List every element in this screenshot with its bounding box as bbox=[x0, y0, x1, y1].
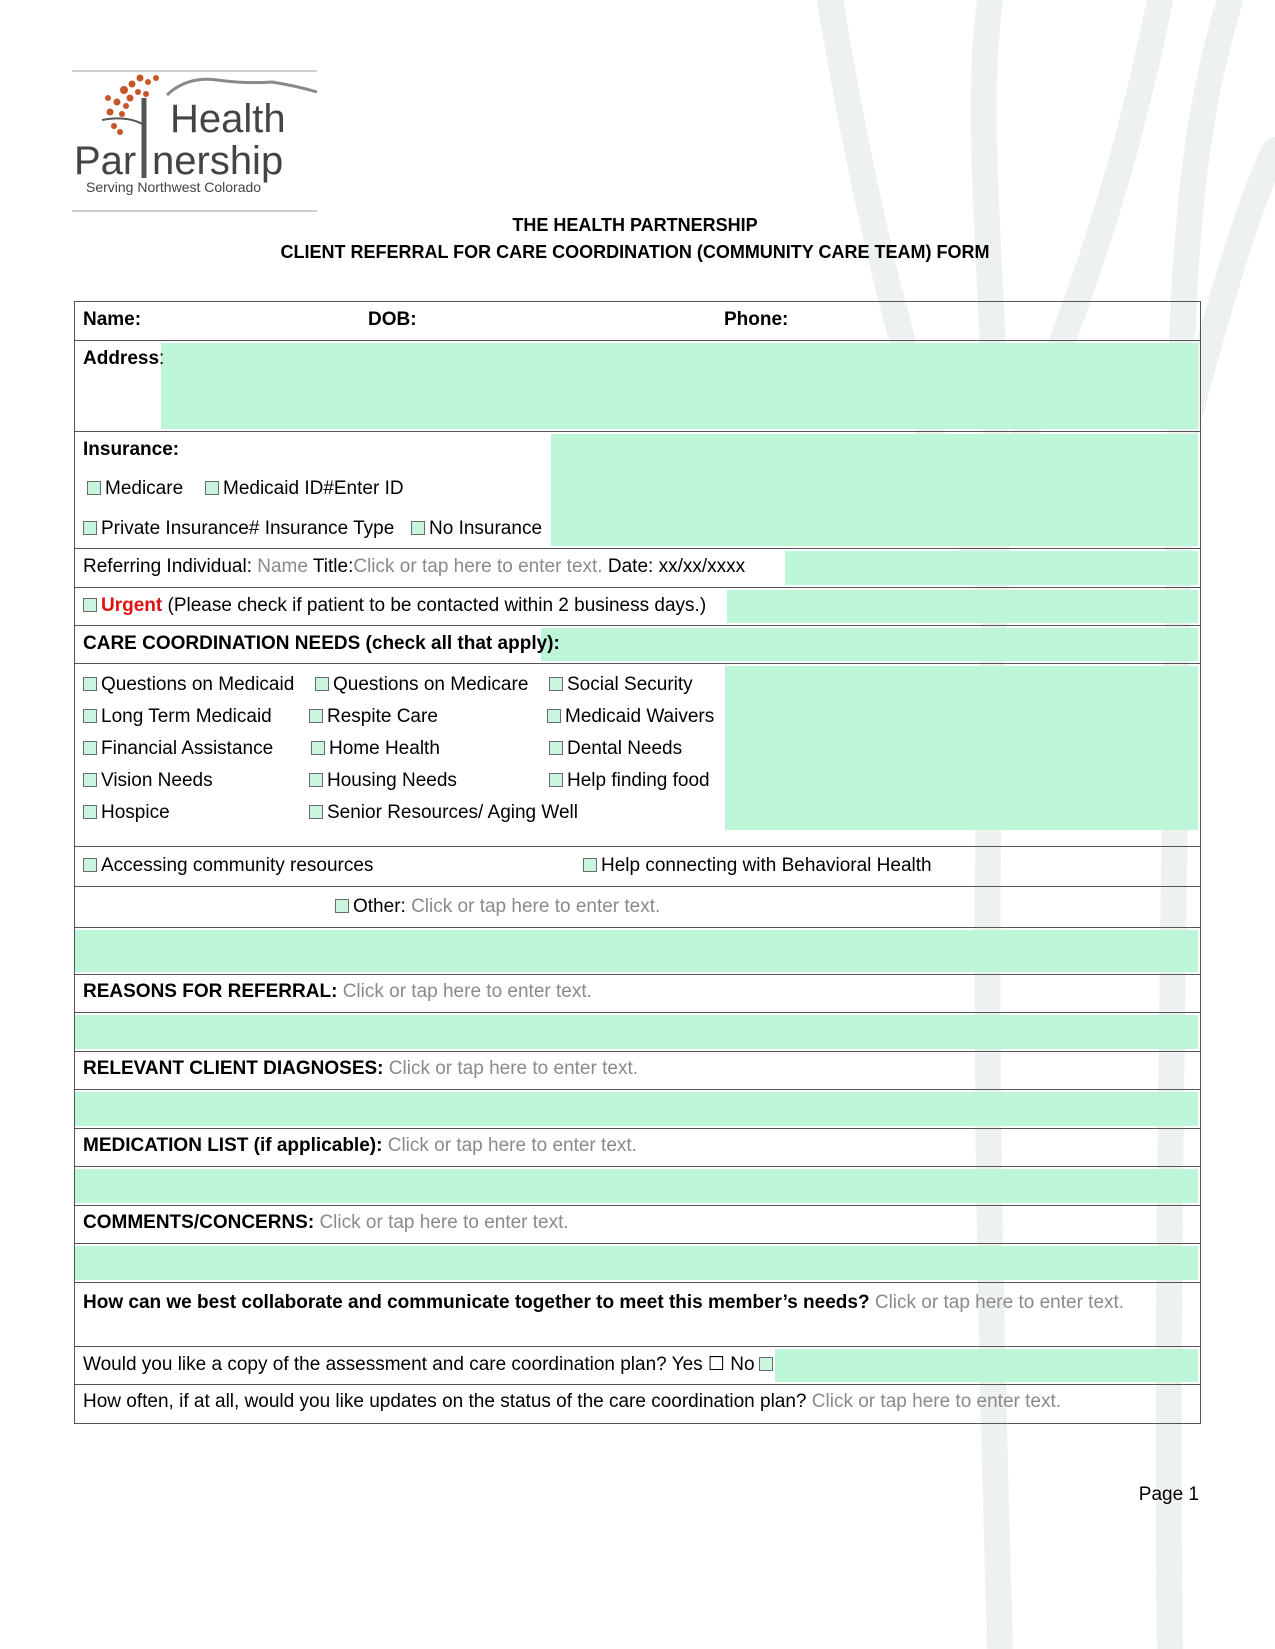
svg-text:Serving Northwest Colorado: Serving Northwest Colorado bbox=[86, 179, 262, 195]
need-label: Medicaid Waivers bbox=[565, 706, 715, 727]
title-field[interactable]: Click or tap here to enter text. bbox=[353, 556, 603, 577]
community-resources-row bbox=[75, 846, 1200, 886]
insurance-row bbox=[75, 431, 1200, 548]
need-label: Accessing community resources bbox=[101, 855, 374, 876]
medicaid-checkbox[interactable] bbox=[205, 481, 219, 495]
dob-label: DOB: bbox=[368, 309, 417, 330]
private-insurance-label: Private Insurance# Insurance Type bbox=[101, 518, 395, 539]
phone-label: Phone: bbox=[724, 309, 789, 330]
private-insurance-checkbox[interactable] bbox=[83, 521, 97, 535]
need-label: Questions on Medicare bbox=[333, 674, 529, 695]
checkbox[interactable] bbox=[83, 773, 97, 787]
reasons-field[interactable]: Click or tap here to enter text. bbox=[342, 981, 592, 1002]
other-field[interactable]: Click or tap here to enter text. bbox=[411, 896, 661, 917]
need-label: Help finding food bbox=[567, 770, 710, 791]
form-title: CLIENT REFERRAL FOR CARE COORDINATION (COMMUNITY CARE TEAM) FORM bbox=[280, 242, 990, 262]
svg-text:Health: Health bbox=[170, 97, 286, 141]
address-label-wrap bbox=[83, 348, 164, 370]
needs-heading-field[interactable] bbox=[541, 628, 1198, 661]
blank-field[interactable] bbox=[75, 1015, 1198, 1049]
diagnoses-text bbox=[83, 1058, 638, 1080]
checkbox[interactable] bbox=[547, 709, 561, 723]
need-label: Home Health bbox=[329, 738, 440, 759]
checkbox[interactable] bbox=[83, 677, 97, 691]
need-dental-needs[interactable] bbox=[549, 738, 682, 760]
need-vision-needs[interactable] bbox=[83, 770, 213, 792]
updates-row bbox=[75, 1384, 1200, 1424]
no-insurance-label: No Insurance bbox=[429, 518, 543, 539]
collaborate-text bbox=[83, 1289, 1190, 1316]
need-financial-assistance[interactable] bbox=[83, 738, 273, 760]
checkbox[interactable] bbox=[549, 677, 563, 691]
svg-text:nership: nership bbox=[152, 139, 284, 183]
needs-heading: CARE COORDINATION NEEDS (check all that apply): bbox=[83, 633, 560, 654]
referring-field[interactable] bbox=[785, 551, 1198, 585]
needs-grid-row bbox=[75, 663, 1200, 846]
need-label: Respite Care bbox=[327, 706, 438, 727]
need-long-term-medicaid[interactable] bbox=[83, 706, 272, 728]
referring-name-field[interactable]: Name bbox=[257, 556, 308, 577]
page-number: Page 1 bbox=[1138, 1484, 1199, 1505]
need-label: Dental Needs bbox=[567, 738, 683, 759]
blank-field[interactable] bbox=[75, 930, 1198, 972]
need-questions-medicaid[interactable] bbox=[83, 674, 294, 696]
copy-no-label: No bbox=[724, 1354, 755, 1375]
other-row bbox=[75, 886, 1200, 927]
needs-heading-row bbox=[75, 625, 1200, 663]
need-label: Help connecting with Behavioral Health bbox=[601, 855, 932, 876]
reasons-text bbox=[83, 981, 592, 1003]
checkbox[interactable] bbox=[315, 677, 329, 691]
need-label: Housing Needs bbox=[327, 770, 457, 791]
comments-row bbox=[75, 1205, 1200, 1243]
medication-field[interactable]: Click or tap here to enter text. bbox=[387, 1135, 637, 1156]
need-label: Hospice bbox=[101, 802, 170, 823]
checkbox[interactable] bbox=[549, 741, 563, 755]
medicare-option[interactable] bbox=[87, 478, 183, 500]
no-insurance-option[interactable] bbox=[411, 518, 542, 540]
urgent-checkbox[interactable] bbox=[83, 598, 97, 612]
need-questions-medicare[interactable] bbox=[315, 674, 528, 696]
spacer-row-1 bbox=[75, 927, 1200, 974]
other-option[interactable] bbox=[335, 896, 660, 918]
need-medicaid-waivers[interactable] bbox=[547, 706, 714, 728]
no-insurance-checkbox[interactable] bbox=[411, 521, 425, 535]
blank-field[interactable] bbox=[75, 1246, 1198, 1280]
private-insurance-option[interactable] bbox=[83, 518, 394, 540]
reasons-label: REASONS FOR REFERRAL: bbox=[83, 981, 343, 1002]
checkbox[interactable] bbox=[309, 773, 323, 787]
comments-label: COMMENTS/CONCERNS: bbox=[83, 1212, 320, 1233]
medicaid-label: Medicaid ID#Enter ID bbox=[223, 478, 404, 499]
client-info-row bbox=[75, 301, 1200, 340]
need-label: Vision Needs bbox=[101, 770, 213, 791]
diagnoses-row bbox=[75, 1051, 1200, 1089]
referring-text bbox=[83, 556, 745, 578]
blank-field[interactable] bbox=[75, 1092, 1198, 1126]
referring-row bbox=[75, 548, 1200, 587]
copy-plan-row bbox=[75, 1346, 1200, 1384]
copy-no-checkbox[interactable] bbox=[759, 1357, 773, 1371]
checkbox[interactable] bbox=[83, 805, 97, 819]
comments-text bbox=[83, 1212, 569, 1234]
need-respite-care[interactable] bbox=[309, 706, 438, 728]
need-label: Social Security bbox=[567, 674, 693, 695]
need-housing-needs[interactable] bbox=[309, 770, 457, 792]
updates-question: How often, if at all, would you like updates on the status of the care coordination plan? bbox=[83, 1391, 812, 1412]
need-label: Long Term Medicaid bbox=[101, 706, 272, 727]
need-behavioral-health[interactable] bbox=[583, 855, 932, 877]
blank-field[interactable] bbox=[75, 1169, 1198, 1203]
form-title-block bbox=[72, 212, 1198, 266]
copy-plan-question: Would you like a copy of the assessment and care coordination plan? Yes bbox=[83, 1354, 708, 1375]
need-label: Financial Assistance bbox=[101, 738, 274, 759]
checkbox[interactable] bbox=[83, 709, 97, 723]
need-accessing-community-resources[interactable] bbox=[83, 855, 373, 877]
other-checkbox[interactable] bbox=[335, 899, 349, 913]
checkbox[interactable] bbox=[309, 805, 323, 819]
need-social-security[interactable] bbox=[549, 674, 693, 696]
medication-text bbox=[83, 1135, 637, 1157]
urgent-label: Urgent bbox=[101, 595, 163, 616]
spacer-row-2 bbox=[75, 1012, 1200, 1051]
spacer-row-5 bbox=[75, 1243, 1200, 1282]
copy-plan-text bbox=[83, 1353, 777, 1376]
checkbox[interactable] bbox=[83, 858, 97, 872]
title-label: Title: bbox=[307, 556, 354, 577]
need-help-finding-food[interactable] bbox=[549, 770, 710, 792]
organization-title: THE HEALTH PARTNERSHIP bbox=[512, 215, 758, 235]
name-label: Name: bbox=[83, 309, 142, 330]
checkbox[interactable] bbox=[549, 773, 563, 787]
copy-plan-field[interactable] bbox=[775, 1349, 1198, 1382]
collaborate-label: How can we best collaborate and communicate together to meet this member’s needs? bbox=[83, 1292, 875, 1313]
address-label: Address bbox=[83, 348, 160, 369]
checkbox[interactable] bbox=[309, 709, 323, 723]
other-label: Other: bbox=[353, 896, 412, 917]
updates-text bbox=[83, 1391, 1061, 1413]
medication-label: MEDICATION LIST (if applicable): bbox=[83, 1135, 388, 1156]
logo-graphic bbox=[72, 70, 334, 212]
updates-field[interactable]: Click or tap here to enter text. bbox=[811, 1391, 1062, 1412]
medicare-checkbox[interactable] bbox=[87, 481, 101, 495]
spacer-row-3 bbox=[75, 1089, 1200, 1128]
diagnoses-label: RELEVANT CLIENT DIAGNOSES: bbox=[83, 1058, 389, 1079]
collaborate-field[interactable]: Click or tap here to enter text. bbox=[874, 1292, 1125, 1313]
medicare-label: Medicare bbox=[105, 478, 184, 499]
medicaid-option[interactable] bbox=[205, 478, 404, 500]
medication-row bbox=[75, 1128, 1200, 1166]
copy-yes-checkbox[interactable]: ☐ bbox=[707, 1354, 725, 1375]
need-home-health[interactable] bbox=[311, 738, 440, 760]
referring-label: Referring Individual: bbox=[83, 556, 258, 577]
insurance-label: Insurance: bbox=[83, 439, 180, 460]
address-field[interactable] bbox=[161, 343, 1198, 429]
checkbox[interactable] bbox=[83, 741, 97, 755]
reasons-row bbox=[75, 974, 1200, 1012]
insurance-field[interactable] bbox=[551, 434, 1198, 546]
urgent-row bbox=[75, 587, 1200, 625]
urgent-field[interactable] bbox=[727, 590, 1198, 623]
referral-form bbox=[74, 301, 1201, 1424]
date-label: Date: xx/xx/xxxx bbox=[602, 556, 746, 577]
diagnoses-field[interactable]: Click or tap here to enter text. bbox=[388, 1058, 639, 1079]
checkbox[interactable] bbox=[583, 858, 597, 872]
health-partnership-logo bbox=[72, 70, 334, 212]
needs-field[interactable] bbox=[725, 666, 1198, 830]
comments-field[interactable]: Click or tap here to enter text. bbox=[319, 1212, 569, 1233]
urgent-note: (Please check if patient to be contacted within 2 business days.) bbox=[162, 595, 707, 616]
svg-text:Par: Par bbox=[74, 139, 137, 183]
checkbox[interactable] bbox=[311, 741, 325, 755]
spacer-row-4 bbox=[75, 1166, 1200, 1205]
collaborate-row bbox=[75, 1282, 1200, 1346]
urgent-option[interactable] bbox=[83, 595, 706, 617]
need-label: Questions on Medicaid bbox=[101, 674, 295, 695]
need-senior-resources[interactable] bbox=[309, 802, 578, 824]
address-row bbox=[75, 340, 1200, 431]
address-colon: : bbox=[159, 348, 165, 369]
need-label: Senior Resources/ Aging Well bbox=[327, 802, 578, 823]
need-hospice[interactable] bbox=[83, 802, 170, 824]
